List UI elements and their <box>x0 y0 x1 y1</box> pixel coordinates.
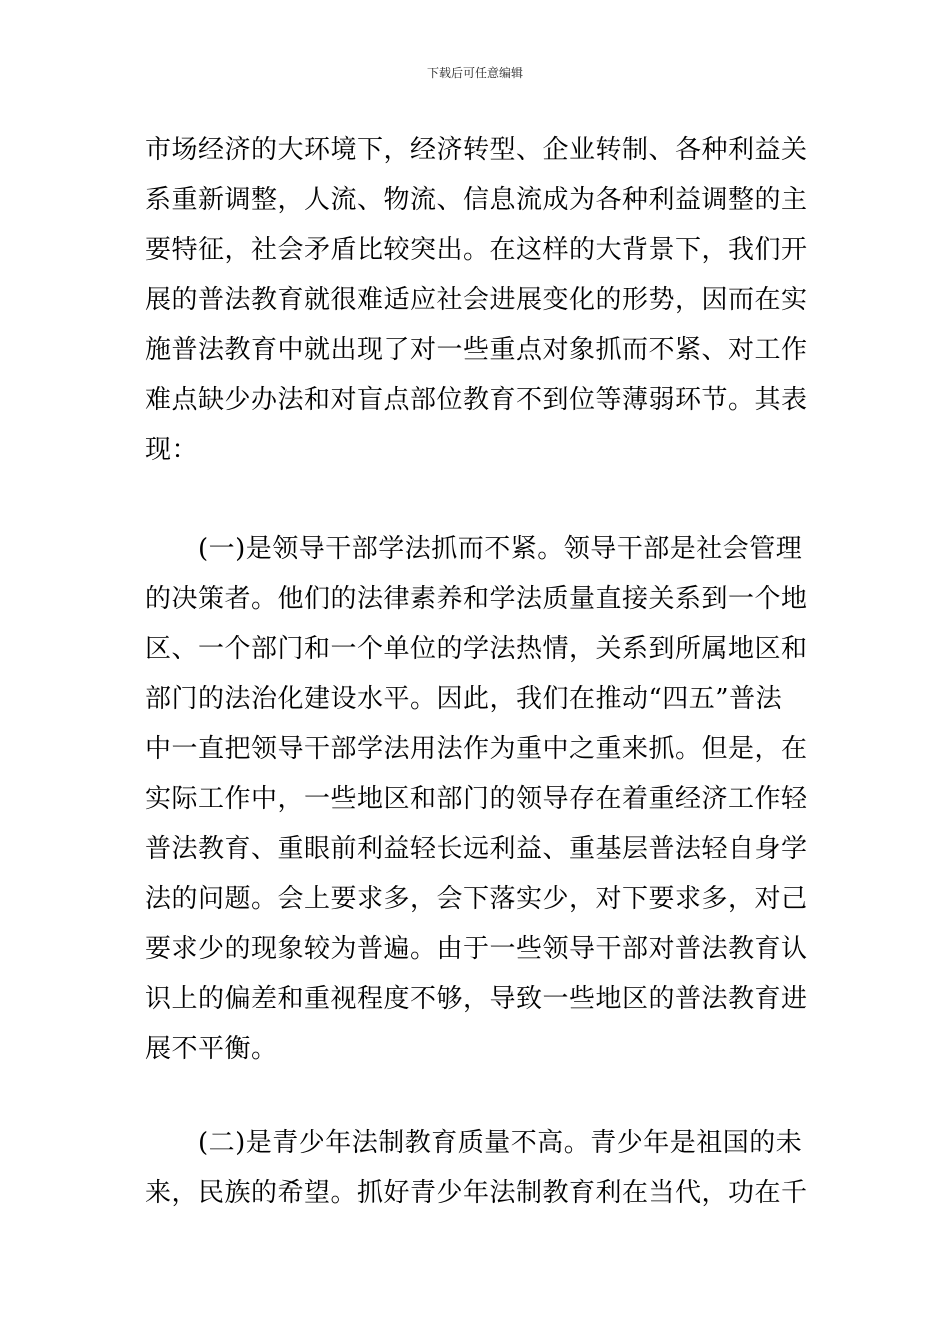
text-line: 实际工作中，一些地区和部门的领导存在着重经济工作轻 <box>145 784 808 814</box>
text-line: 市场经济的大环境下，经济转型、企业转制、各种利益关 <box>145 135 808 165</box>
text-line: 法的问题。会上要求多，会下落实少，对下要求多，对己 <box>145 884 808 914</box>
text-line: (一)是领导干部学法抓而不紧。领导干部是社会管理 <box>145 534 803 564</box>
text-line: 难点缺少办法和对盲点部位教育不到位等薄弱环节。其表 <box>145 385 808 415</box>
text-line: 展不平衡。 <box>145 1034 278 1064</box>
text-line: 的决策者。他们的法律素养和学法质量直接关系到一个地 <box>145 584 808 614</box>
text-line: 普法教育、重眼前利益轻长远利益、重基层普法轻自身学 <box>145 834 808 864</box>
text-line: 展的普法教育就很难适应社会进展变化的形势，因而在实 <box>145 285 808 315</box>
text-line: 现： <box>145 435 199 465</box>
text-line: 要特征，社会矛盾比较突出。在这样的大背景下，我们开 <box>145 235 808 265</box>
text-line: 施普法教育中就出现了对一些重点对象抓而不紧、对工作 <box>145 335 808 365</box>
text-line: 系重新调整，人流、物流、信息流成为各种利益调整的主 <box>145 185 808 215</box>
text-line: 来，民族的希望。抓好青少年法制教育利在当代，功在千 <box>145 1178 808 1208</box>
text-line: (二)是青少年法制教育质量不高。青少年是祖国的未 <box>145 1128 803 1158</box>
text-line: 部门的法治化建设水平。因此，我们在推动“四五”普法 <box>145 684 783 714</box>
page-header: 下载后可任意编辑 <box>426 66 523 80</box>
text-line: 中一直把领导干部学法用法作为重中之重来抓。但是，在 <box>145 734 808 764</box>
text-line: 要求少的现象较为普遍。由于一些领导干部对普法教育认 <box>145 934 808 964</box>
text-line: 识上的偏差和重视程度不够，导致一些地区的普法教育进 <box>145 984 808 1014</box>
text-line: 区、一个部门和一个单位的学法热情，关系到所属地区和 <box>145 634 808 664</box>
